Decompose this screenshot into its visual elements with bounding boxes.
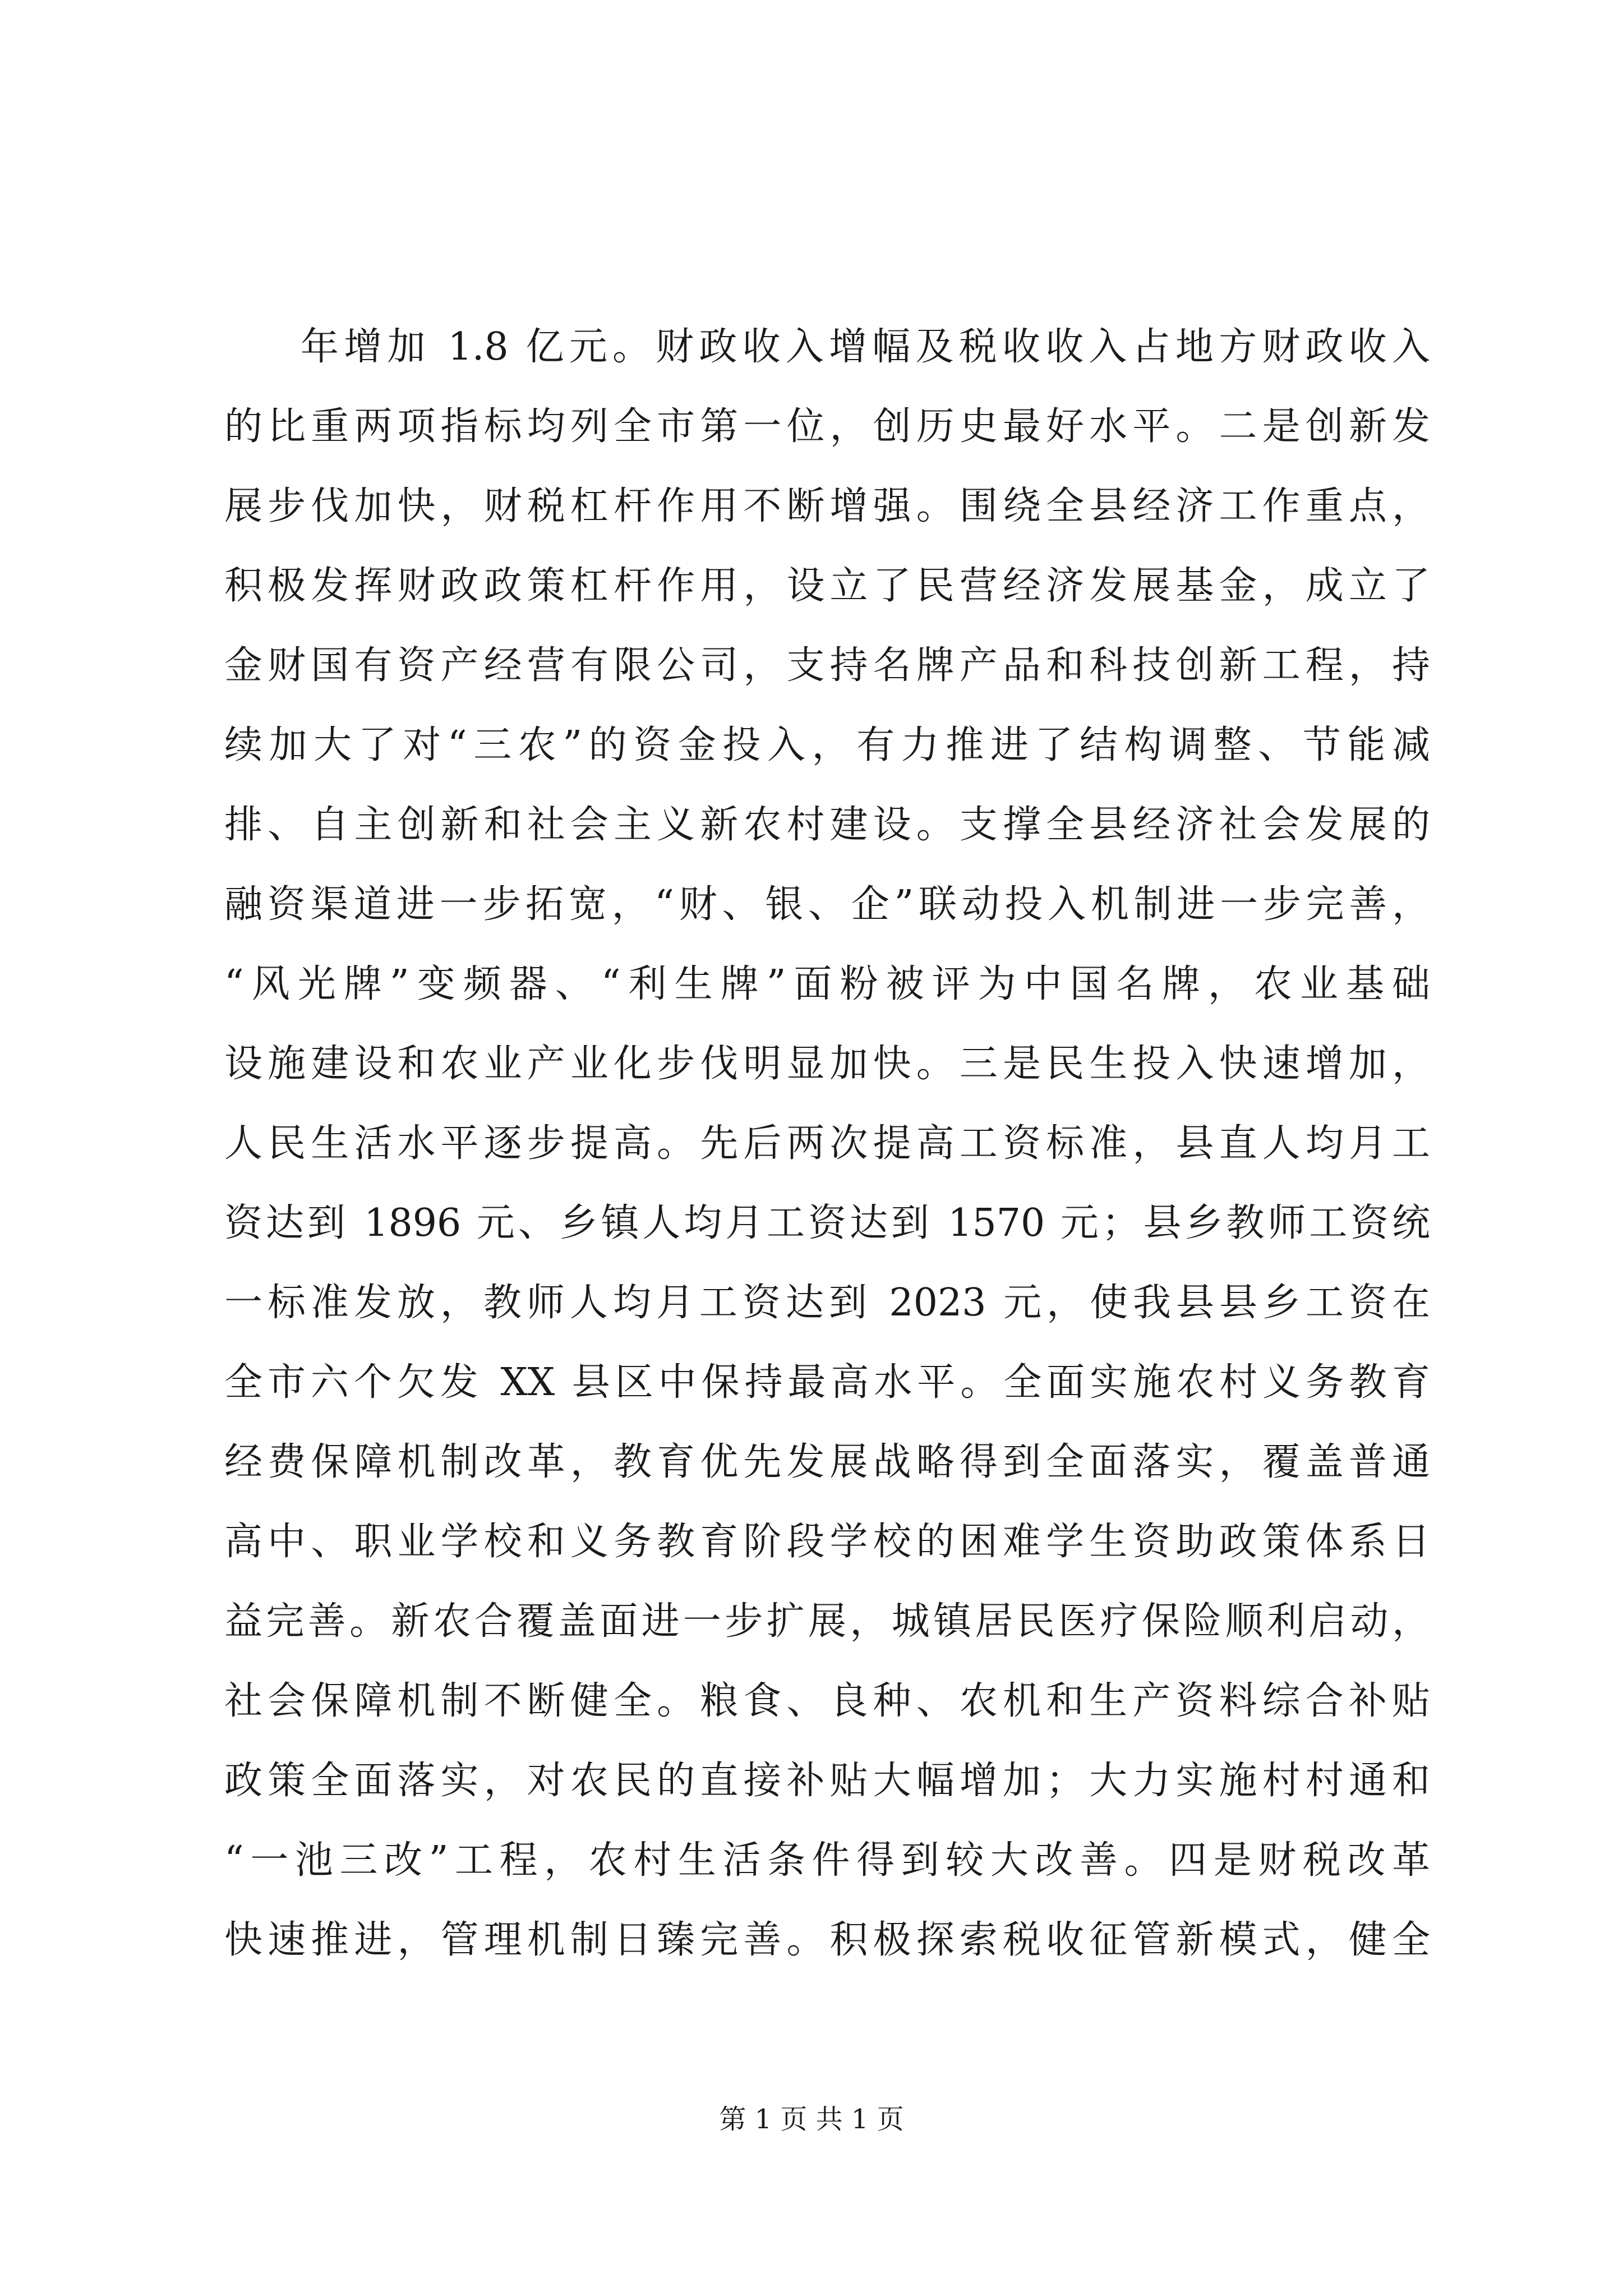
text-line: 一标准发放，教师人均月工资达到 2023 元，使我县县乡工资在 [224,1281,1430,1325]
text-line: 金财国有资产经营有限公司，支持名牌产品和科技创新工程，持 [224,643,1430,688]
page-footer [0,2102,1623,2136]
body-text [224,307,1430,1980]
text-line: 续加大了对“三农”的资金投入，有力推进了结构调整、节能减 [224,723,1430,767]
page-number-label: 第 1 页 共 1 页 [719,2104,904,2135]
text-line: 经费保障机制改革，教育优先发展战略得到全面落实，覆盖普通 [224,1440,1430,1484]
text-line: 快速推进，管理机制日臻完善。积极探索税收征管新模式，健全 [224,1918,1430,1962]
text-line: 的比重两项指标均列全市第一位，创历史最好水平。二是创新发 [224,404,1430,449]
text-line: 全市六个欠发 XX 县区中保持最高水平。全面实施农村义务教育 [224,1360,1430,1405]
text-line: 设施建设和农业产业化步伐明显加快。三是民生投入快速增加， [224,1042,1430,1086]
text-line: 融资渠道进一步拓宽，“财、银、企”联动投入机制进一步完善， [224,882,1430,927]
text-line: 益完善。新农合覆盖面进一步扩展，城镇居民医疗保险顺利启动， [224,1599,1430,1644]
text-line: “一池三改”工程，农村生活条件得到较大改善。四是财税改革 [224,1838,1430,1883]
text-line: 排、自主创新和社会主义新农村建设。支撑全县经济社会发展的 [224,803,1430,847]
text-line: “风光牌”变频器、“利生牌”面粉被评为中国名牌，农业基础 [224,962,1430,1006]
text-line: 年增加 1.8 亿元。财政收入增幅及税收收入占地方财政收入 [301,325,1430,369]
text-line: 展步伐加快，财税杠杆作用不断增强。围绕全县经济工作重点， [224,484,1430,528]
text-line: 高中、职业学校和义务教育阶段学校的困难学生资助政策体系日 [224,1520,1430,1564]
text-line: 积极发挥财政政策杠杆作用，设立了民营经济发展基金，成立了 [224,564,1430,608]
text-line: 人民生活水平逐步提高。先后两次提高工资标准，县直人均月工 [224,1121,1430,1166]
text-line: 资达到 1896 元、乡镇人均月工资达到 1570 元；县乡教师工资统 [224,1201,1430,1245]
text-line: 政策全面落实，对农民的直接补贴大幅增加；大力实施村村通和 [224,1759,1430,1803]
text-line: 社会保障机制不断健全。粮食、良种、农机和生产资料综合补贴 [224,1679,1430,1723]
